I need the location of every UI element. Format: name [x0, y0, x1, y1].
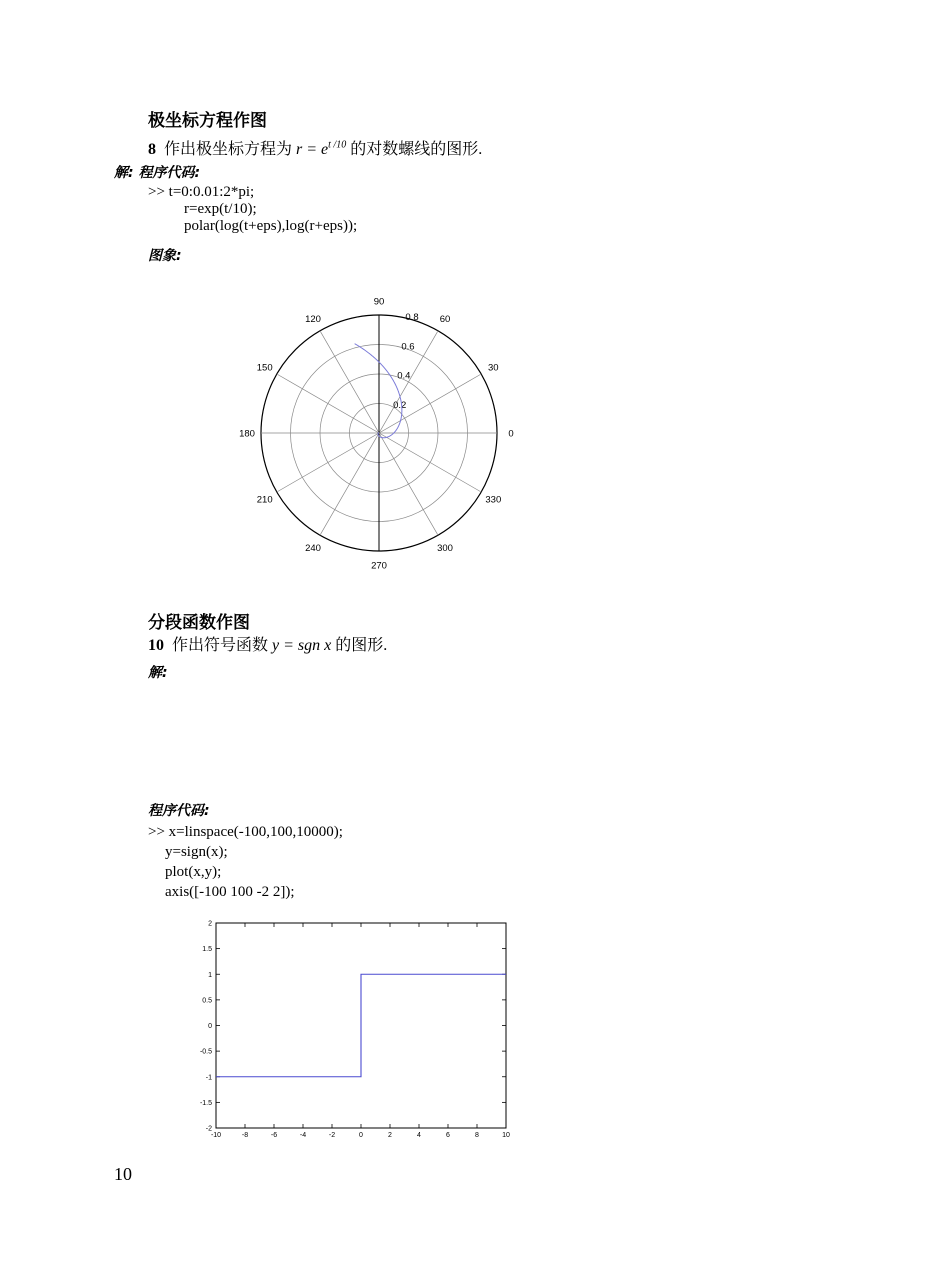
code-line: r=exp(t/10); — [184, 201, 257, 217]
code-line: y=sign(x); — [165, 844, 228, 860]
x-tick-label: -2 — [328, 1132, 336, 1139]
polar-plot-area — [239, 297, 514, 572]
polar-radial-label: 0.6 — [401, 341, 415, 353]
code-label: 程序代码: — [148, 803, 210, 819]
polar-angle-label: 300 — [437, 542, 453, 554]
code-line: axis([-100 100 -2 2]); — [165, 884, 295, 900]
x-tick-label: 8 — [475, 1132, 479, 1139]
polar-angle-label: 270 — [371, 560, 387, 572]
code-line: polar(log(t+eps),log(r+eps)); — [184, 218, 358, 234]
polar-angle-label: 120 — [305, 314, 321, 326]
figure-label: 图象: — [148, 248, 182, 264]
solution-label — [114, 162, 200, 182]
x-tick-label: -8 — [241, 1132, 249, 1139]
problem-prefix: 作出极坐标方程为 — [164, 141, 293, 158]
polar-angle-label: 90 — [373, 296, 385, 308]
solution-label-text: 解: — [114, 165, 134, 181]
polar-angle-label: 330 — [485, 494, 502, 506]
y-tick-label: -1.5 — [199, 1099, 212, 1107]
section-heading-polar: 极坐标方程作图 — [148, 111, 267, 131]
polar-radial-label: 0.8 — [405, 312, 419, 324]
y-tick-label: 1.5 — [202, 946, 212, 954]
line-plot-area — [200, 921, 510, 1140]
solution-label: 解: — [148, 665, 168, 681]
y-tick-label: -0.5 — [199, 1048, 212, 1056]
problem-prefix: 作出符号函数 — [172, 637, 269, 654]
x-tick-label: 6 — [446, 1132, 450, 1139]
polar-angle-label: 60 — [439, 314, 451, 326]
problem-suffix: 的图形. — [335, 637, 388, 654]
x-tick-label: 2 — [388, 1132, 392, 1139]
polar-angle-label: 240 — [305, 542, 321, 554]
math-expression: y = sgn x — [272, 637, 332, 654]
x-tick-label: 0 — [359, 1132, 363, 1139]
y-tick-label: -1 — [205, 1074, 212, 1082]
polar-radial-label: 0.4 — [397, 370, 411, 382]
polar-angle-label: 0 — [508, 428, 514, 440]
polar-angle-label: 150 — [256, 362, 273, 374]
sign-function-chart — [190, 915, 520, 1145]
polar-radial-label: 0.2 — [393, 399, 407, 411]
x-tick-label: -4 — [299, 1132, 307, 1139]
section-heading-piecewise: 分段函数作图 — [148, 613, 250, 633]
y-tick-label: 2 — [208, 920, 212, 928]
page-number: 10 — [114, 1164, 132, 1184]
problem-number: 8 — [148, 141, 156, 158]
y-tick-label: 1 — [208, 971, 212, 979]
y-tick-label: 0 — [208, 1023, 212, 1030]
y-tick-label: -2 — [205, 1125, 212, 1133]
math-lhs: r = e — [296, 141, 329, 158]
problem-suffix: 的对数螺线的图形. — [350, 141, 483, 158]
polar-chart — [230, 285, 530, 575]
x-tick-label: -6 — [270, 1132, 278, 1139]
code-line: >> x=linspace(-100,100,10000); — [148, 824, 343, 840]
polar-angle-label: 30 — [488, 362, 499, 374]
code-line: >> t=0:0.01:2*pi; — [148, 184, 255, 200]
code-label: 程序代码: — [138, 165, 201, 181]
problem-8-statement — [148, 136, 482, 159]
problem-10-statement — [148, 632, 387, 655]
code-line: plot(x,y); — [165, 864, 222, 880]
x-tick-label: 4 — [417, 1132, 421, 1139]
x-tick-label: -10 — [210, 1132, 222, 1139]
y-tick-label: 0.5 — [202, 997, 212, 1005]
polar-angle-label: 180 — [239, 428, 255, 440]
polar-angle-label: 210 — [256, 494, 273, 506]
problem-number: 10 — [148, 637, 164, 654]
x-tick-label: 10 — [502, 1132, 510, 1139]
math-exponent: t /10 — [328, 139, 347, 151]
